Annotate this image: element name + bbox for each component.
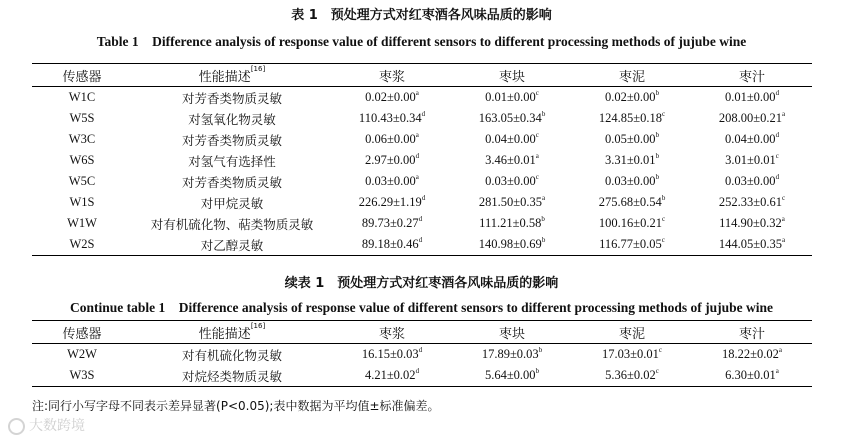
table-row — [32, 171, 812, 192]
value-cell — [692, 129, 812, 150]
significance-letter: d — [775, 131, 780, 139]
table-row — [32, 344, 812, 366]
sensor-cell: W2W — [67, 347, 97, 361]
value-cell — [692, 87, 812, 109]
description-cell: 对甲烷灵敏 — [200, 195, 264, 211]
reference-mark: [16] — [250, 321, 266, 330]
description-cell: 对有机硫化物灵敏 — [181, 347, 282, 363]
value-cell — [692, 108, 812, 129]
table1-title-en: Table 1 Difference analysis of response value of different sensors to different processing methods of jujube wine — [96, 34, 747, 49]
value: 140.98±0.69 — [478, 237, 542, 251]
significance-letter: d — [775, 173, 780, 181]
significance-letter: c — [535, 131, 539, 139]
significance-letter: d — [421, 194, 426, 202]
value: 0.03±0.00 — [724, 174, 776, 188]
value-cell — [572, 213, 692, 234]
significance-letter: a — [415, 131, 419, 139]
sensor-cell: W1C — [68, 90, 96, 104]
value: 114.90±0.32 — [719, 216, 782, 230]
value-cell — [332, 129, 452, 150]
description-cell: 对芳香类物质灵敏 — [181, 174, 282, 190]
value: 17.03±0.01 — [602, 347, 659, 361]
value-cell — [572, 150, 692, 171]
value-cell — [572, 129, 692, 150]
significance-letter: b — [541, 110, 546, 118]
value: 0.01±0.00 — [724, 90, 776, 104]
header-juice: 枣汁 — [692, 64, 812, 87]
significance-letter: b — [655, 89, 660, 97]
table1-title-zh: 表 1 预处理方式对红枣酒各风味品质的影响 — [291, 8, 552, 23]
description-cell: 对烷烃类物质灵敏 — [132, 365, 332, 387]
value: 0.04±0.00 — [724, 132, 776, 146]
value: 6.30±0.01 — [725, 368, 776, 382]
value: 3.46±0.01 — [485, 153, 536, 167]
header-juice: 枣汁 — [692, 321, 812, 344]
value: 4.21±0.02 — [364, 368, 416, 382]
significance-letter: b — [541, 215, 545, 223]
value: 2.97±0.00 — [364, 153, 416, 167]
value: 0.06±0.00 — [365, 132, 416, 146]
table-row — [32, 150, 812, 171]
description-cell: 对芳香类物质灵敏 — [181, 90, 282, 106]
value-cell — [692, 171, 812, 192]
value: 5.64±0.00 — [484, 368, 536, 382]
table1-header-row — [32, 64, 812, 87]
significance-letter: a — [782, 236, 786, 244]
header-desc — [132, 321, 332, 344]
reference-mark: [16] — [250, 64, 266, 73]
value-cell — [572, 344, 692, 366]
value: 89.18±0.46 — [361, 237, 419, 251]
value-cell — [692, 192, 812, 213]
value-cell — [452, 108, 572, 129]
significance-letter: c — [662, 215, 666, 223]
value: 3.31±0.01 — [604, 153, 656, 167]
value-cell — [452, 365, 572, 387]
value: 110.43±0.34 — [358, 111, 422, 125]
significance-letter: b — [661, 194, 666, 202]
value: 116.77±0.05 — [599, 237, 662, 251]
significance-letter: c — [662, 110, 666, 118]
value: 3.01±0.01 — [725, 153, 776, 167]
header-sensor: 传感器 — [32, 64, 132, 87]
value-cell — [572, 87, 692, 109]
table-row — [32, 365, 812, 387]
sensor-cell: W1W — [67, 216, 97, 230]
description-cell: 对氢气有选择性 — [188, 153, 276, 169]
value-cell — [572, 108, 692, 129]
header-sensor: 传感器 — [32, 321, 132, 344]
table2 — [32, 320, 812, 387]
value-cell — [332, 108, 452, 129]
value-cell — [452, 192, 572, 213]
value: 226.29±1.19 — [358, 195, 422, 209]
value-cell — [572, 365, 692, 387]
table-row — [32, 234, 812, 256]
value: 0.03±0.00 — [604, 174, 656, 188]
value-cell — [332, 213, 452, 234]
significance-letter: a — [535, 152, 539, 160]
header-chunk: 枣块 — [452, 64, 572, 87]
value: 163.05±0.34 — [478, 111, 542, 125]
significance-letter: b — [655, 152, 660, 160]
value-cell — [572, 171, 692, 192]
value: 111.21±0.58 — [479, 216, 542, 230]
table1 — [32, 63, 812, 256]
sensor-cell: W3S — [32, 365, 132, 387]
value: 0.02±0.00 — [604, 90, 656, 104]
significance-letter: d — [418, 346, 423, 354]
significance-letter: a — [778, 346, 782, 354]
significance-letter: c — [535, 173, 539, 181]
description-cell: 对芳香类物质灵敏 — [181, 132, 282, 148]
value: 252.33±0.61 — [718, 195, 782, 209]
table-row — [32, 192, 812, 213]
value-cell — [692, 344, 812, 366]
value-cell — [452, 344, 572, 366]
significance-letter: c — [782, 194, 786, 202]
table2-title-zh: 续表 1 预处理方式对红枣酒各风味品质的影响 — [284, 276, 559, 291]
watermark — [8, 415, 85, 435]
header-pulp: 枣浆 — [332, 321, 452, 344]
description-cell: 对氢氧化物灵敏 — [188, 111, 276, 127]
significance-letter: d — [415, 367, 420, 375]
value: 124.85±0.18 — [598, 111, 662, 125]
significance-letter: a — [781, 215, 785, 223]
header-puree: 枣泥 — [572, 321, 692, 344]
value-cell — [332, 192, 452, 213]
significance-letter: d — [418, 236, 423, 244]
value: 0.01±0.00 — [485, 90, 536, 104]
value-cell — [452, 234, 572, 256]
value: 100.16±0.21 — [598, 216, 662, 230]
significance-letter: a — [775, 367, 779, 375]
significance-letter: a — [782, 110, 786, 118]
sensor-cell: W5C — [68, 174, 96, 188]
watermark-logo-icon — [8, 418, 25, 435]
significance-letter: c — [655, 367, 659, 375]
value: 275.68±0.54 — [598, 195, 662, 209]
description-cell: 对乙醇灵敏 — [132, 234, 332, 256]
value: 89.73±0.27 — [361, 216, 419, 230]
significance-letter: b — [535, 367, 540, 375]
table-footnote: 注:同行小写字母不同表示差异显著(P<0.05);表中数据为平均值±标准偏差。 — [32, 399, 440, 413]
header-puree: 枣泥 — [572, 64, 692, 87]
value: 16.15±0.03 — [361, 347, 419, 361]
value: 208.00±0.21 — [718, 111, 782, 125]
significance-letter: c — [661, 236, 665, 244]
value: 17.89±0.03 — [481, 347, 539, 361]
value-cell — [452, 87, 572, 109]
value: 0.04±0.00 — [485, 132, 536, 146]
value: 5.36±0.02 — [605, 368, 656, 382]
sensor-cell: W6S — [69, 153, 95, 167]
significance-letter: a — [415, 173, 419, 181]
significance-letter: c — [535, 89, 539, 97]
header-desc-label: 性能描述 — [198, 326, 251, 342]
table2-header-row — [32, 321, 812, 344]
value-cell — [692, 150, 812, 171]
value-cell — [572, 192, 692, 213]
header-desc — [132, 64, 332, 87]
value-cell — [452, 150, 572, 171]
value-cell — [332, 344, 452, 366]
value-cell — [452, 171, 572, 192]
value-cell — [452, 213, 572, 234]
sensor-cell: W1S — [69, 195, 95, 209]
sensor-cell: W5S — [69, 111, 95, 125]
watermark-text: 大数跨境 — [29, 418, 85, 434]
value-cell — [332, 171, 452, 192]
significance-letter: b — [541, 236, 546, 244]
table-row — [32, 129, 812, 150]
significance-letter: d — [775, 89, 780, 97]
table-row — [32, 108, 812, 129]
significance-letter: c — [775, 152, 779, 160]
significance-letter: d — [418, 215, 423, 223]
value: 144.05±0.35 — [718, 237, 782, 251]
description-cell: 对有机硫化物、萜类物质灵敏 — [150, 216, 314, 232]
significance-letter: b — [655, 173, 660, 181]
value-cell — [332, 87, 452, 109]
significance-letter: c — [658, 346, 662, 354]
value: 0.05±0.00 — [604, 132, 656, 146]
table-row — [32, 87, 812, 109]
value-cell — [572, 234, 692, 256]
value-cell — [692, 365, 812, 387]
value: 18.22±0.02 — [722, 347, 779, 361]
significance-letter: a — [415, 89, 419, 97]
table2-title-en: Continue table 1 Difference analysis of response value of different sensors to different processing methods of jujube wine — [70, 300, 773, 315]
value-cell — [332, 234, 452, 256]
significance-letter: d — [421, 110, 426, 118]
value: 0.02±0.00 — [365, 90, 416, 104]
significance-letter: b — [538, 346, 543, 354]
value-cell — [332, 365, 452, 387]
value-cell — [692, 213, 812, 234]
value-cell — [452, 129, 572, 150]
value-cell — [332, 150, 452, 171]
table-row — [32, 213, 812, 234]
sensor-cell: W3C — [68, 132, 96, 146]
value: 0.03±0.00 — [365, 174, 416, 188]
header-pulp: 枣浆 — [332, 64, 452, 87]
value-cell — [692, 234, 812, 256]
value: 0.03±0.00 — [485, 174, 536, 188]
sensor-cell: W2S — [32, 234, 132, 256]
significance-letter: a — [542, 194, 546, 202]
significance-letter: b — [655, 131, 660, 139]
value: 281.50±0.35 — [478, 195, 542, 209]
header-desc-label: 性能描述 — [198, 69, 251, 85]
significance-letter: d — [415, 152, 420, 160]
header-chunk: 枣块 — [452, 321, 572, 344]
